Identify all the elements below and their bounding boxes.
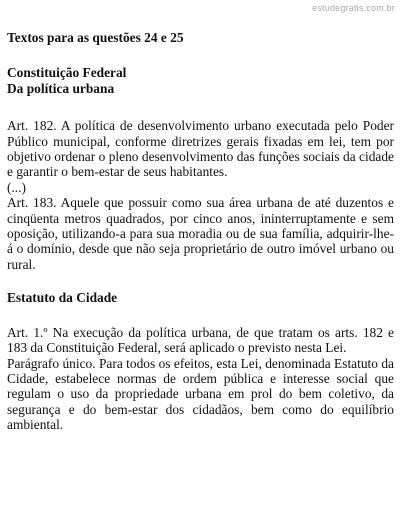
statute-paragraph: Parágrafo único. Para todos os efeitos, esta Lei, denominada Estatuto da Cidade, estabelece normas de ordem pública e interesse social que regulam o uso da propriedade urbana em prol do bem coletivo, da segurança e do bem-estar dos cidadãos, bem como do equilíbrio ambiental. (7, 355, 394, 433)
document-body (7, 30, 394, 433)
intro-heading: Textos para as questões 24 e 25 (7, 30, 184, 45)
site-watermark: estudegratis.com.br (312, 3, 395, 13)
article-183: Art. 183. Aquele que possuir como sua área urbana de até duzentos e cinqüenta metros quadrados, por cinco anos, ininterruptamente e sem oposição, utilizando-a para sua moradia ou de sua família, adquirir-lhe-á o domínio, desde que não seja proprietário de outro imóvel urbano ou rural. (7, 195, 394, 272)
constitution-title: Constituição Federal (7, 65, 127, 81)
article-182: Art. 182. A política de desenvolvimento urbano executada pelo Poder Público municipal, conforme diretrizes gerais fixadas em lei, tem por objetivo ordenar o pleno desenvolvimento das funções sociais da cidade e garantir o bem-estar de seus habitantes. (7, 118, 394, 180)
statute-article-1: Art. 1.º Na execução da política urbana, de que tratam os arts. 182 e 183 da Constituição Federal, será aplicado o previsto nesta Lei. (7, 324, 394, 356)
ellipsis: (...) (7, 179, 26, 195)
statute-title: Estatuto da Cidade (7, 290, 118, 306)
constitution-subtitle: Da política urbana (7, 80, 115, 96)
